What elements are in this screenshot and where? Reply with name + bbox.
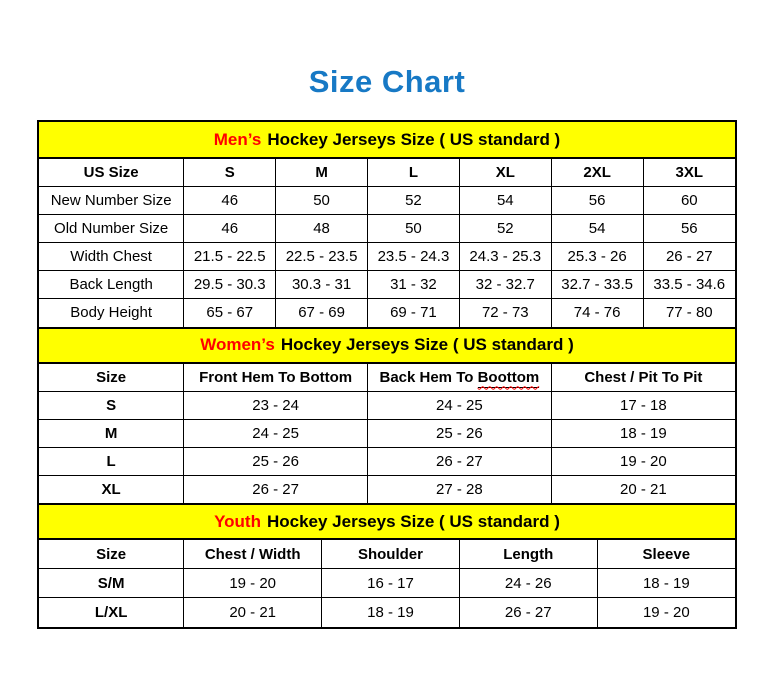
mens-value-cell: 52 xyxy=(368,187,460,215)
womens-row-label: L xyxy=(39,447,184,475)
youth-column-header: Size xyxy=(39,540,184,569)
youth-table-title xyxy=(39,503,735,539)
mens-value-cell: 33.5 - 34.6 xyxy=(643,271,735,299)
youth-column-header: Sleeve xyxy=(597,540,735,569)
mens-value-cell: 26 - 27 xyxy=(643,243,735,271)
mens-value-cell: 56 xyxy=(643,215,735,243)
mens-value-cell: 32 - 32.7 xyxy=(459,271,551,299)
mens-value-cell: 32.7 - 33.5 xyxy=(551,271,643,299)
mens-row-label: Back Length xyxy=(39,271,184,299)
womens-value-cell: 25 - 26 xyxy=(368,419,552,447)
mens-value-cell: 30.3 - 31 xyxy=(276,271,368,299)
womens-title-text: Hockey Jerseys Size ( US standard ) xyxy=(280,335,574,354)
womens-value-cell: 17 - 18 xyxy=(551,391,735,419)
womens-value-cell: 26 - 27 xyxy=(184,475,368,503)
mens-table-row xyxy=(39,299,735,327)
mens-value-cell: 23.5 - 24.3 xyxy=(368,243,460,271)
mens-table-row xyxy=(39,243,735,271)
misspelled-word: Boottom xyxy=(477,368,540,386)
mens-column-header: US Size xyxy=(39,159,184,187)
mens-value-cell: 50 xyxy=(276,187,368,215)
youth-column-header: Shoulder xyxy=(322,540,460,569)
youth-table-row xyxy=(39,598,735,627)
womens-value-cell: 25 - 26 xyxy=(184,447,368,475)
mens-size-table xyxy=(39,122,735,327)
mens-value-cell: 22.5 - 23.5 xyxy=(276,243,368,271)
mens-row-label: Old Number Size xyxy=(39,215,184,243)
youth-row-label: L/XL xyxy=(39,598,184,627)
youth-value-cell: 16 - 17 xyxy=(322,569,460,598)
mens-value-cell: 31 - 32 xyxy=(368,271,460,299)
mens-value-cell: 21.5 - 22.5 xyxy=(184,243,276,271)
youth-value-cell: 26 - 27 xyxy=(459,598,597,627)
womens-value-cell: 26 - 27 xyxy=(368,447,552,475)
mens-row-label: New Number Size xyxy=(39,187,184,215)
womens-table-title xyxy=(39,327,735,363)
mens-column-header: S xyxy=(184,159,276,187)
youth-row-label: S/M xyxy=(39,569,184,598)
mens-value-cell: 25.3 - 26 xyxy=(551,243,643,271)
mens-column-header: M xyxy=(276,159,368,187)
womens-value-cell: 20 - 21 xyxy=(551,475,735,503)
mens-value-cell: 56 xyxy=(551,187,643,215)
womens-row-label: XL xyxy=(39,475,184,503)
mens-value-cell: 65 - 67 xyxy=(184,299,276,327)
mens-table-row xyxy=(39,271,735,299)
womens-table-row xyxy=(39,391,735,419)
mens-value-cell: 77 - 80 xyxy=(643,299,735,327)
womens-row-label: S xyxy=(39,391,184,419)
mens-value-cell: 29.5 - 30.3 xyxy=(184,271,276,299)
womens-value-cell: 23 - 24 xyxy=(184,391,368,419)
womens-value-cell: 24 - 25 xyxy=(368,391,552,419)
youth-value-cell: 20 - 21 xyxy=(184,598,322,627)
womens-column-header: Size xyxy=(39,363,184,391)
youth-title-highlight: Youth xyxy=(214,511,261,531)
womens-row-label: M xyxy=(39,419,184,447)
mens-value-cell: 48 xyxy=(276,215,368,243)
womens-value-cell: 18 - 19 xyxy=(551,419,735,447)
mens-table-title xyxy=(39,122,735,158)
mens-value-cell: 52 xyxy=(459,215,551,243)
mens-column-header: L xyxy=(368,159,460,187)
mens-title-text: Hockey Jerseys Size ( US standard ) xyxy=(267,129,561,149)
mens-row-label: Body Height xyxy=(39,299,184,327)
womens-table-row xyxy=(39,475,735,503)
mens-table xyxy=(39,158,735,327)
mens-title-highlight: Men’s xyxy=(213,129,262,149)
womens-column-header: Back Hem To Boottom xyxy=(368,363,552,391)
youth-table-row xyxy=(39,569,735,598)
mens-value-cell: 46 xyxy=(184,187,276,215)
mens-value-cell: 46 xyxy=(184,215,276,243)
womens-value-cell: 24 - 25 xyxy=(184,419,368,447)
mens-value-cell: 72 - 73 xyxy=(459,299,551,327)
mens-column-header: 2XL xyxy=(551,159,643,187)
size-chart-tables xyxy=(37,120,737,629)
mens-value-cell: 24.3 - 25.3 xyxy=(459,243,551,271)
youth-value-cell: 19 - 20 xyxy=(597,598,735,627)
womens-table-row xyxy=(39,447,735,475)
mens-value-cell: 54 xyxy=(459,187,551,215)
mens-column-header: XL xyxy=(459,159,551,187)
mens-row-label: Width Chest xyxy=(39,243,184,271)
youth-table xyxy=(39,539,735,627)
youth-column-header: Length xyxy=(459,540,597,569)
mens-column-header: 3XL xyxy=(643,159,735,187)
page-title: Size Chart xyxy=(308,64,466,99)
mens-value-cell: 54 xyxy=(551,215,643,243)
mens-value-cell: 74 - 76 xyxy=(551,299,643,327)
womens-size-table xyxy=(39,327,735,504)
mens-value-cell: 67 - 69 xyxy=(276,299,368,327)
mens-table-row xyxy=(39,215,735,243)
womens-value-cell: 19 - 20 xyxy=(551,447,735,475)
youth-column-header: Chest / Width xyxy=(184,540,322,569)
womens-column-header: Chest / Pit To Pit xyxy=(551,363,735,391)
mens-value-cell: 50 xyxy=(368,215,460,243)
youth-value-cell: 19 - 20 xyxy=(184,569,322,598)
youth-value-cell: 18 - 19 xyxy=(597,569,735,598)
mens-value-cell: 69 - 71 xyxy=(368,299,460,327)
youth-value-cell: 18 - 19 xyxy=(322,598,460,627)
womens-title-highlight: Women’s xyxy=(200,335,275,354)
womens-column-header: Front Hem To Bottom xyxy=(184,363,368,391)
youth-title-text: Hockey Jerseys Size ( US standard ) xyxy=(266,511,560,531)
mens-table-row xyxy=(39,187,735,215)
mens-value-cell: 60 xyxy=(643,187,735,215)
womens-table xyxy=(39,363,735,504)
womens-value-cell: 27 - 28 xyxy=(368,475,552,503)
youth-size-table xyxy=(39,503,735,627)
youth-value-cell: 24 - 26 xyxy=(459,569,597,598)
womens-table-row xyxy=(39,419,735,447)
